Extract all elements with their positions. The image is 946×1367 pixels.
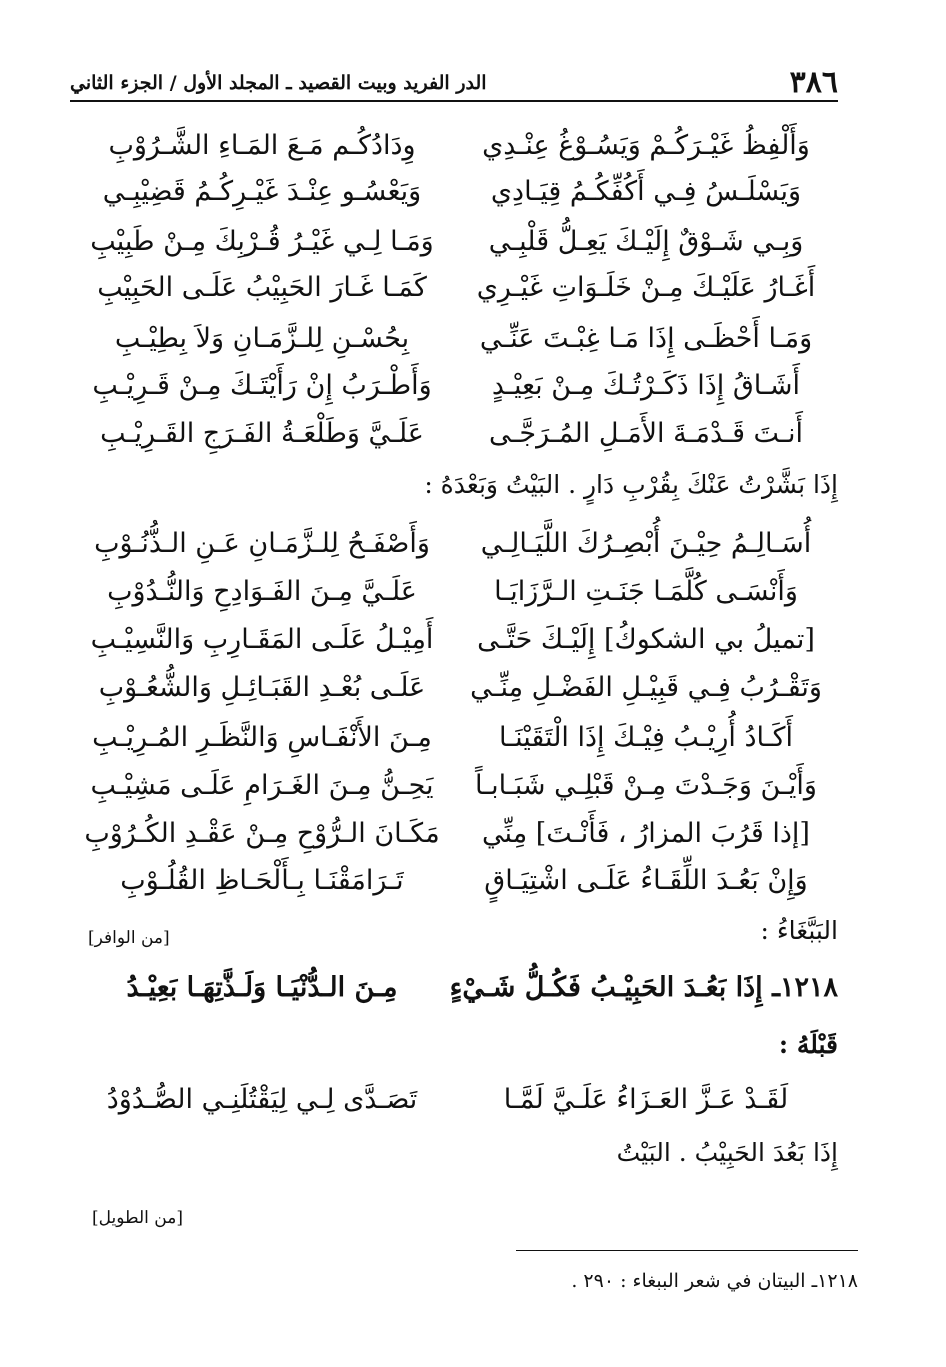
meter-label: [من الطويل]: [92, 1208, 183, 1228]
verse-line: [70, 166, 838, 216]
verse-line: [70, 566, 838, 616]
verse-right-hemistich: وَإِنْ بَعُـدَ اللِّقَـاءُ عَلَـى اشْتِيَـاقٍ: [484, 864, 808, 896]
verse-left-hemistich: وَمَـا لِـي غَيْـرُ قُـرْبِكَ مِـنْ طَبِيْبِ: [90, 225, 434, 257]
verse-right-hemistich: وَيَسْلَـسُ فِـي أَكُفِّكُـمُ قِيَـادِي: [490, 175, 802, 207]
verse-line: [70, 313, 838, 363]
verse-line: [70, 360, 838, 410]
page-header: [70, 52, 838, 98]
verse-line: [70, 120, 838, 170]
footnote-rule: [516, 1250, 858, 1251]
verse-left-hemistich: وَأَطْـرَبُ إِنْ رَأَيْتَـكَ مِـنْ قَـرِيْـبِ: [92, 369, 432, 401]
prose-line: إِذَا بَشَّرْتُ عَنْكَ بِقُرْبِ دَارٍ . البَيْتُ وَبَعْدَهُ :: [424, 470, 838, 499]
page-number: ٣٨٦: [789, 65, 838, 100]
verse-right-hemistich: وَأَنْسَـى كُلَّمَـا جَنَـتِ الـرَّزَايَـا: [494, 575, 798, 607]
verse-right-hemistich: أَكَـادُ أُرِيْـبُ فِيْـكَ إِذَا الْتَقَيْنَـا: [498, 721, 794, 753]
verse-line: [70, 518, 838, 568]
verse-right-hemistich: [إذا قَرُبَ المزارُ ، فَأَنْـتَ] مِنِّي: [482, 817, 810, 849]
verse-line: [70, 808, 838, 858]
qablahu-label: قَبْلَهُ :: [778, 1030, 838, 1059]
verse-line: [70, 408, 838, 458]
verse-left-hemistich: عَلَـيَّ وَطَلْعَـةُ الفَـرَجِ القَـرِيْـبِ: [100, 417, 424, 449]
verse-line: [70, 216, 838, 266]
verse-left-hemistich: وِدَادُكُـم مَـعَ المَـاءِ الشَّـرُوْبِ: [108, 129, 416, 161]
verse-right-hemistich: وَأَيْـنَ وَجَـدْتَ مِـنْ قَبْلِـي شَبَـابـاً: [475, 769, 817, 801]
footnote: ١٢١٨ـ البيتان في شعر الببغاء : ٢٩٠ .: [571, 1270, 858, 1292]
verse-left-hemistich: مِـنَ الأَنْفَـاسِ وَالنَّظَـرِ المُـرِيْـبِ: [92, 721, 432, 753]
meter-label: [من الوافر]: [88, 928, 170, 948]
verse-line: [70, 760, 838, 810]
verse-left-hemistich: وَيَعْسُـو عِنْـدَ غَيْـرِكُـمُ قَضِيْبِـي: [102, 175, 422, 207]
verse-line: [70, 662, 838, 712]
verse-right-hemistich: أُسَـالِـمُ حِيْـنَ أُبْصِـرُكَ اللَّيَـالِـي: [480, 527, 812, 559]
verse-right-hemistich: أَغَـارُ عَلَيْـكَ مِـنْ خَلَـوَاتِ غَيْـرِي: [476, 271, 816, 303]
verse-left-hemistich: عَلَـيَّ مِـنَ الفَـوَادِحِ وَالنُّـدُوْبِ: [107, 575, 417, 607]
verse-left-hemistich: وَأَصْفَـحُ لِلـزَّمَـانِ عَـنِ الـذُّنُـوْبِ: [94, 527, 430, 559]
verse-line: [70, 614, 838, 664]
verse-left-hemistich: يَحِـنُّ مِـنَ الغَـرَامِ عَلَـى مَشِيْـبِ: [90, 769, 434, 801]
verse-right-hemistich: وَأَلْفِظُ غَيْـرَكُـمْ وَيَسُـوْغُ عِنْـدِي: [482, 129, 810, 161]
verse-right-hemistich: أَنـتَ قَـدْمَـةَ الأَمَـلِ المُـرَجَّـى: [489, 417, 803, 449]
poet-label: البَبَّغَاءُ :: [760, 916, 838, 945]
verse-line: [70, 262, 838, 312]
header-rule: [70, 100, 838, 102]
verse-left-hemistich: أَمِيْـلُ عَلَـى المَقَـارِبِ وَالنَّسِيْـبِ: [90, 623, 434, 655]
verse-left-hemistich: تَصَـدَّى لِـي لِيَقْتُلَنِـي الصُّـدُوْدُ: [106, 1083, 418, 1115]
verse-left-hemistich: عَلَـى بُعْـدِ القَبَـائِـلِ وَالشُّعُـوْبِ: [98, 671, 426, 703]
verse-line-numbered: [70, 962, 838, 1012]
verse-line: [70, 855, 838, 905]
verse-line: [70, 1074, 838, 1124]
verse-right-hemistich: لَقَـدْ عَـزَّ العَـزَاءُ عَلَـيَّ لَمَّـا: [503, 1083, 789, 1115]
prose-line: إِذَا بَعُدَ الحَبِيْبُ . البَيْتُ: [616, 1138, 838, 1167]
verse-right-hemistich: وَبِـي شَـوْقٌ إِلَيْـكَ يَعِـلُّ قَلْبِـي: [488, 225, 804, 257]
verse-right-hemistich: وَتَقْـرُبُ فِـي قَبِيْـلِ الفَضْـلِ مِنِّـي: [470, 671, 822, 703]
running-title: الدر الفريد وبيت القصيد ـ المجلد الأول / الجزء الثاني: [70, 72, 487, 94]
verse-right-hemistich: أَشَـاقُ إِذَا ذَكَـرْتُـكَ مِـنْ بَعِيْـدٍ: [491, 369, 801, 401]
verse-left-hemistich: كَمَـا غَـارَ الحَبِيْبُ عَلَـى الحَبِيْبِ: [97, 271, 427, 303]
verse-left-hemistich: بِحُسْـنِ لِلـزَّمَـانِ وَلاَ بِطِيْـبِ: [114, 322, 410, 354]
verse-line: [70, 712, 838, 762]
verse-right-hemistich: ١٢١٨ـ إِذَا بَعُـدَ الحَبِيْـبُ فَكُـلُّ شَـيْءٍ: [449, 971, 838, 1003]
verse-left-hemistich: تَـرَامَقْنَـا بِـأَلْحَـاظِ القُلُـوْبِ: [120, 864, 404, 896]
verse-right-hemistich: وَمَـا أَحْظَـى إِذَا مَـا غِبْـتَ عَنِّـي: [479, 322, 813, 354]
verse-right-hemistich: [تميلُ بي الشكوكُ] إِلَيْـكَ حَتَّـى: [477, 623, 815, 655]
verse-left-hemistich: مِـنَ الـدُّنْيَـا وَلَـذَّتِهَـا بَعِيْـدُ: [126, 971, 398, 1003]
verse-left-hemistich: مَكَـانَ الـرُّوْحِ مِـنْ عَقْـدِ الكُـرُوْبِ: [84, 817, 440, 849]
